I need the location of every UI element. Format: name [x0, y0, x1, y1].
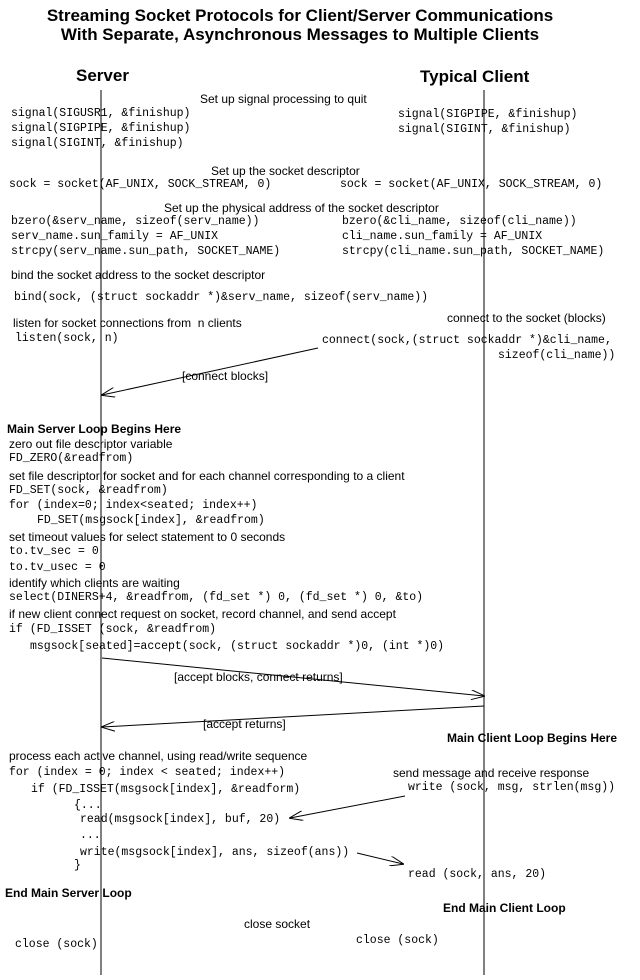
title-line-2: With Separate, Asynchronous Messages to Multiple Clients — [60, 25, 540, 44]
server-signal-3: signal(SIGINT, &finishup) — [11, 137, 184, 150]
server-dots: ... — [80, 829, 101, 842]
end-main-client-loop: End Main Client Loop — [443, 901, 566, 915]
server-signal-1: signal(SIGUSR1, &finishup) — [11, 107, 191, 120]
server-bzero: bzero(&serv_name, sizeof(serv_name)) — [11, 215, 260, 228]
main-server-loop-begin: Main Server Loop Begins Here — [7, 422, 182, 436]
zero-label: zero out file descriptor variable — [9, 437, 173, 451]
client-strcpy: strcpy(cli_name.sun_path, SOCKET_NAME) — [342, 245, 605, 258]
process-label: process each active channel, using read/write sequence — [9, 749, 308, 763]
server-if-isset: if (FD_ISSET (sock, &readfrom) — [9, 623, 217, 636]
end-main-server-loop: End Main Server Loop — [5, 886, 132, 900]
server-signal-2: signal(SIGPIPE, &finishup) — [11, 122, 191, 135]
identify-label: identify which clients are waiting — [9, 576, 180, 590]
server-fd-set: FD_SET(sock, &readfrom) — [9, 484, 168, 497]
client-read: read (sock, ans, 20) — [408, 868, 547, 881]
server-strcpy: strcpy(serv_name.sun_path, SOCKET_NAME) — [11, 245, 281, 258]
server-write: write(msgsock[index], ans, sizeof(ans)) — [80, 846, 350, 859]
server-tv-usec: to.tv_usec = 0 — [9, 561, 106, 574]
server-listen: listen(sock, n) — [15, 332, 119, 345]
server-select: select(DINERS+4, &readfrom, (fd_set *) 0, (fd_set *) 0, &to) — [9, 591, 424, 604]
accept-returns-arrow — [102, 706, 484, 727]
client-write: write (sock, msg, strlen(msg)) — [408, 781, 616, 794]
server-bind: bind(sock, (struct sockaddr *)&serv_name, sizeof(serv_name)) — [14, 291, 429, 304]
server-if-isset-msgsock: if (FD_ISSET(msgsock[index], &readform) — [31, 783, 301, 796]
close-socket-label: close socket — [244, 917, 311, 931]
send-label: send message and receive response — [393, 766, 590, 780]
bind-label: bind the socket address to the socket descriptor — [11, 268, 266, 282]
server-accept: msgsock[seated]=accept(sock, (struct sockaddr *)0, (int *)0) — [30, 640, 445, 653]
server-socket: sock = socket(AF_UNIX, SOCK_STREAM, 0) — [9, 178, 272, 191]
client-close: close (sock) — [356, 934, 439, 947]
newclient-label: if new client connect request on socket, record channel, and send accept — [9, 607, 396, 621]
server-header: Server — [76, 66, 129, 85]
server-brace-open: {... — [74, 799, 102, 812]
server-close: close (sock) — [15, 938, 98, 951]
server-for-seated: for (index=0; index<seated; index++) — [9, 499, 258, 512]
client-family: cli_name.sun_family = AF_UNIX — [342, 230, 543, 243]
server-family: serv_name.sun_family = AF_UNIX — [11, 230, 219, 243]
main-client-loop-begin: Main Client Loop Begins Here — [447, 731, 618, 745]
socket-setup-label: Set up the socket descriptor — [211, 164, 360, 178]
server-for-channels: for (index = 0; index < seated; index++) — [9, 766, 286, 779]
write-to-read-arrow — [290, 796, 405, 818]
fdset-label: set file descriptor for socket and for each channel corresponding to a client — [9, 469, 405, 483]
title-line-1: Streaming Socket Protocols for Client/Server Communications — [46, 6, 554, 25]
server-tv-sec: to.tv_sec = 0 — [9, 545, 99, 558]
server-fd-set-msgsock: FD_SET(msgsock[index], &readfrom) — [37, 514, 265, 527]
client-signal-1: signal(SIGPIPE, &finishup) — [398, 108, 578, 121]
listen-label: listen for socket connections from n clients — [13, 316, 242, 330]
client-connect-1: connect(sock,(struct sockaddr *)&cli_name, — [322, 334, 612, 347]
client-connect-2: sizeof(cli_name)) — [498, 349, 616, 362]
address-setup-label: Set up the physical address of the socket descriptor — [164, 201, 439, 215]
client-bzero: bzero(&cli_name, sizeof(cli_name)) — [342, 215, 577, 228]
client-header: Typical Client — [420, 67, 530, 86]
signal-setup-label: Set up signal processing to quit — [200, 92, 367, 106]
write-to-client-read-arrow — [357, 853, 403, 864]
timeout-label: set timeout values for select statement to 0 seconds — [9, 530, 286, 544]
connect-label: connect to the socket (blocks) — [447, 311, 606, 325]
server-brace-close: } — [74, 859, 81, 872]
client-signal-2: signal(SIGINT, &finishup) — [398, 123, 571, 136]
client-socket: sock = socket(AF_UNIX, SOCK_STREAM, 0) — [340, 178, 603, 191]
accept-returns-label: [accept returns] — [203, 717, 286, 731]
connect-blocks-label: [connect blocks] — [182, 369, 269, 383]
server-read: read(msgsock[index], buf, 20) — [80, 813, 281, 826]
server-fd-zero: FD_ZERO(&readfrom) — [9, 452, 134, 465]
accept-blocks-label: [accept blocks, connect returns] — [174, 670, 343, 684]
